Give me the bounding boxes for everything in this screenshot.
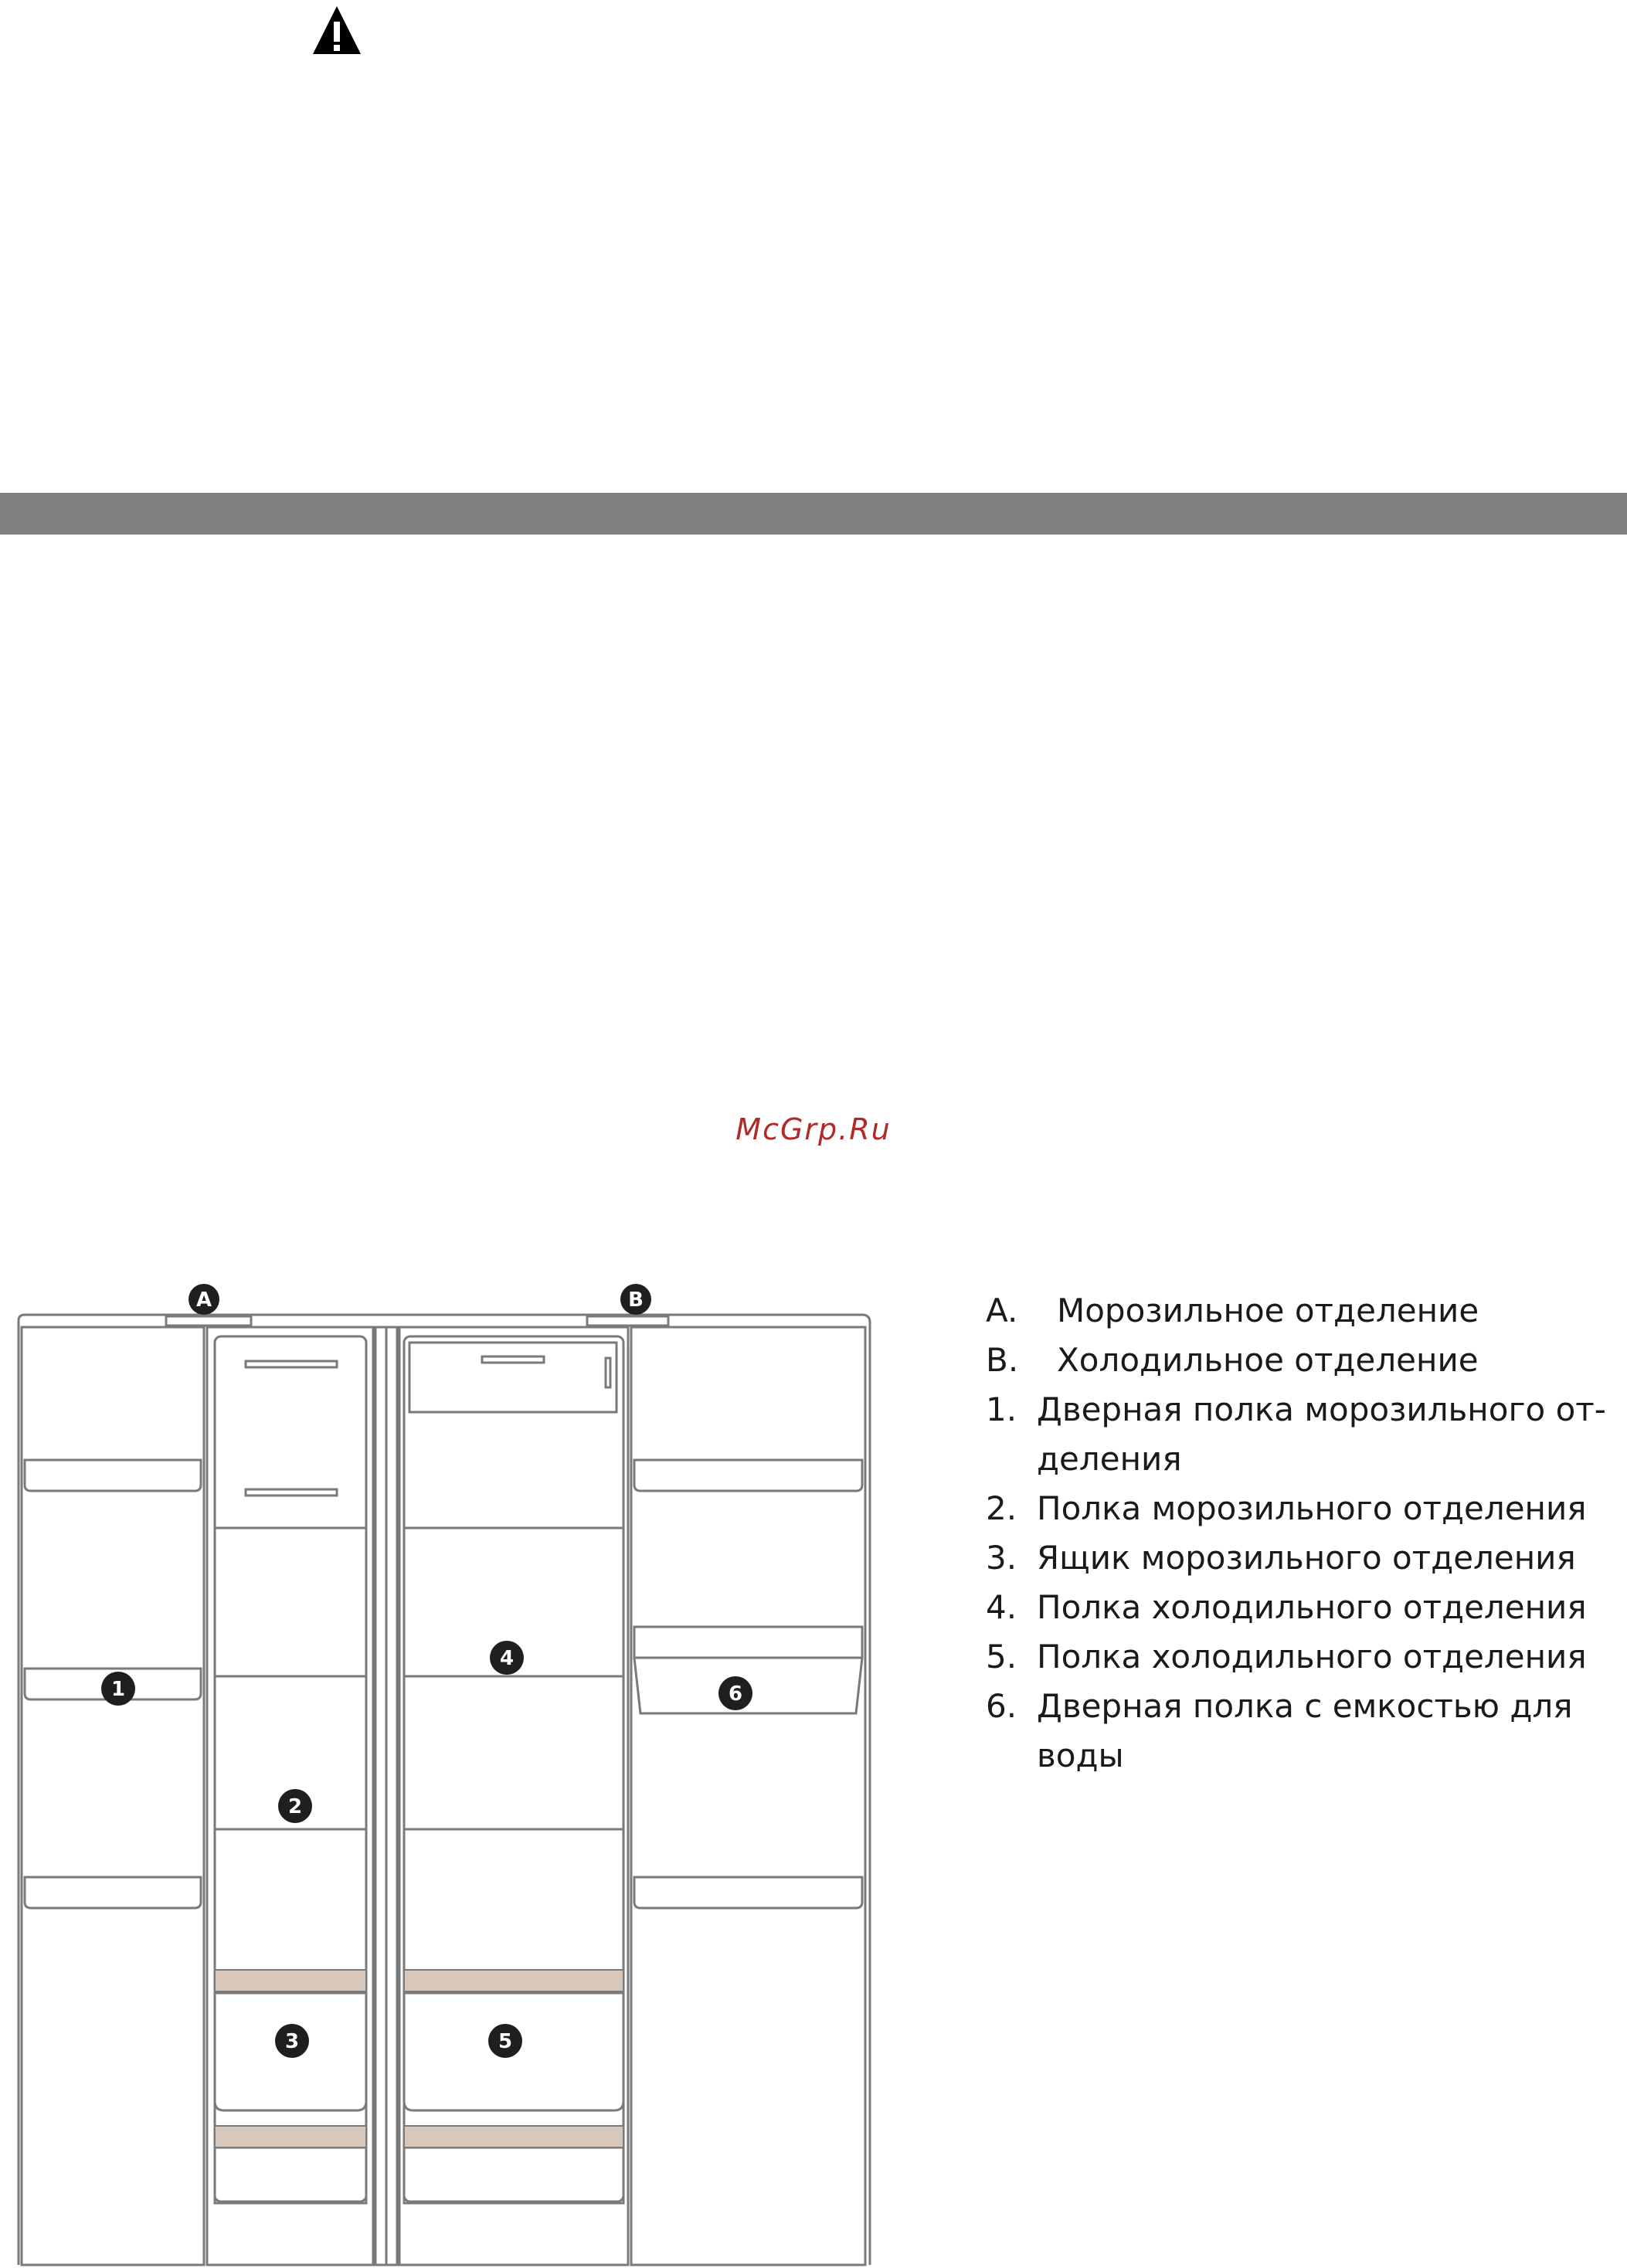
freezer-door: [22, 1327, 204, 2265]
callout-4-badge: [490, 1641, 524, 1675]
freezer-bottom-bin: [215, 2147, 366, 2203]
legend-item: [986, 1336, 1627, 1385]
legend-item: [986, 1533, 1627, 1583]
callout-5-label: 5: [498, 2030, 513, 2053]
legend-text: Полка холодильного отделения: [1037, 1588, 1587, 1626]
fridge-door: [631, 1327, 865, 2265]
legend-text: Дверная полка с емкостью для воды: [1037, 1687, 1573, 1774]
callout-6-badge: [718, 1676, 752, 1710]
legend-key: 3.: [986, 1539, 1017, 1577]
drawer-band: [215, 1970, 366, 1991]
warning-triangle-icon: [311, 5, 362, 56]
callout-1-label: 1: [110, 1678, 126, 1701]
legend-key: 1.: [986, 1390, 1017, 1428]
legend-key: 2.: [986, 1489, 1017, 1527]
legend-key: 5.: [986, 1638, 1017, 1676]
callout-6-label: 6: [728, 1682, 743, 1706]
hinge-b: [587, 1316, 668, 1326]
section-header-bar: [0, 493, 1627, 535]
legend-item: [986, 1682, 1627, 1781]
cabinet-outline: [19, 1315, 870, 2265]
refrigerator-diagram: [0, 1267, 881, 2268]
freezer-inner: [215, 1336, 366, 2202]
legend-text: Холодильное отделение: [1057, 1341, 1479, 1379]
fridge-door-bin-3: [634, 1877, 862, 1908]
legend-text: Дверная полка морозильного от-деления: [1037, 1390, 1606, 1478]
fridge-inner: [404, 1336, 623, 2202]
legend-text: Ящик морозильного отделения: [1037, 1539, 1576, 1577]
fridge-compartment: [399, 1327, 628, 2265]
drawer-band: [215, 2126, 366, 2147]
ice-maker-slot-2: [246, 1489, 337, 1496]
legend-key: 4.: [986, 1588, 1017, 1626]
legend-item: [986, 1385, 1627, 1484]
callout-3-badge: [275, 2024, 309, 2058]
freezer-door-bin-3: [25, 1877, 201, 1908]
callout-5-badge: [488, 2024, 522, 2058]
legend-key: 6.: [986, 1687, 1017, 1725]
callout-2-label: 2: [287, 1795, 303, 1818]
fridge-door-bin-1: [634, 1460, 862, 1491]
legend-item: [986, 1286, 1627, 1336]
legend-item: [986, 1583, 1627, 1632]
hinge-a: [166, 1316, 251, 1326]
callout-b-label: B: [628, 1288, 644, 1312]
freezer-door-bin-1: [25, 1460, 201, 1491]
legend-text: Полка холодильного отделения: [1037, 1638, 1587, 1676]
callout-b-badge: [620, 1284, 651, 1315]
legend-text: Полка морозильного отделения: [1037, 1489, 1587, 1527]
drawer-band: [404, 1970, 623, 1991]
legend-item: [986, 1632, 1627, 1682]
callout-a-badge: [189, 1284, 219, 1315]
drawer-band: [404, 2126, 623, 2147]
legend-key: A.: [986, 1292, 1018, 1329]
callout-a-label: A: [195, 1288, 212, 1312]
legend-text: Морозильное отделение: [1057, 1292, 1479, 1329]
watermark-text: McGrp.Ru: [735, 1112, 892, 1146]
callout-1-badge: [101, 1672, 135, 1706]
callout-2-badge: [278, 1789, 312, 1823]
water-tank-door-bin-top: [634, 1627, 862, 1658]
fridge-bottom-bin: [404, 2147, 623, 2203]
legend-key: B.: [986, 1341, 1019, 1379]
legend-item: [986, 1484, 1627, 1533]
diagram-legend: [986, 1286, 1627, 1781]
fridge-top-box: [409, 1343, 616, 1412]
ice-maker-slot-1: [246, 1361, 337, 1367]
callout-4-label: 4: [499, 1647, 515, 1670]
callout-3-label: 3: [284, 2030, 300, 2053]
